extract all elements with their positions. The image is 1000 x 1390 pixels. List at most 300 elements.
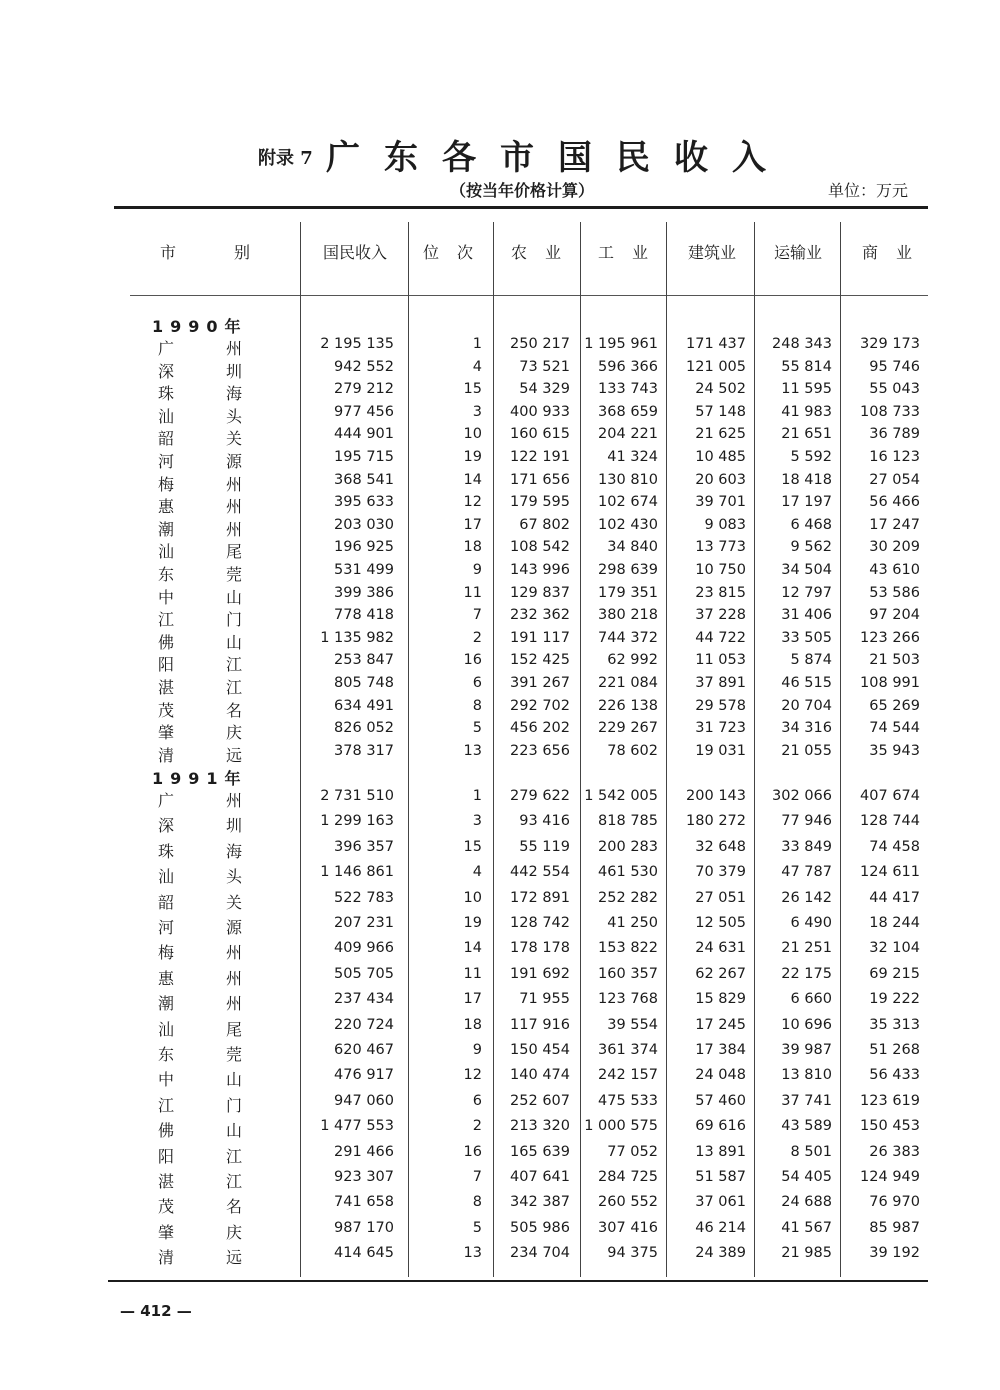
rank-cell: 19 (463, 449, 482, 465)
industry-cell: 179 351 (598, 584, 658, 601)
transport-cell: 26 142 (781, 889, 832, 906)
national-income-cell: 444 901 (334, 426, 394, 443)
transport-cell: 55 814 (781, 358, 832, 375)
table-row (0, 698, 1000, 720)
agriculture-cell: 129 837 (510, 584, 570, 601)
commerce-cell: 128 744 (860, 813, 920, 830)
city-name (158, 1017, 242, 1040)
agriculture-cell: 160 615 (510, 426, 570, 443)
national-income-cell: 396 357 (334, 838, 394, 855)
transport-cell: 13 810 (781, 1067, 832, 1084)
agriculture-cell: 165 639 (510, 1143, 570, 1160)
national-income-cell: 977 456 (334, 403, 394, 420)
city-char: 海 (225, 384, 242, 404)
table-row (0, 839, 1000, 861)
national-income-cell: 1 299 163 (320, 813, 394, 830)
city-char: 尾 (225, 1019, 242, 1039)
city-name (158, 517, 242, 540)
agriculture-cell: 342 387 (510, 1194, 570, 1211)
industry-cell: 380 218 (598, 607, 658, 624)
national-income-cell: 522 783 (334, 889, 394, 906)
table-row (0, 1118, 1000, 1140)
construction-cell: 69 616 (695, 1118, 746, 1135)
construction-cell: 27 051 (695, 889, 746, 906)
city-char: 深 (158, 816, 175, 836)
table-row (0, 494, 1000, 516)
city-char: 珠 (158, 384, 175, 404)
table-row (0, 449, 1000, 471)
commerce-cell: 123 619 (860, 1092, 920, 1109)
table-row (0, 426, 1000, 448)
agriculture-cell: 140 474 (510, 1067, 570, 1084)
city-char: 佛 (158, 632, 175, 652)
construction-cell: 57 148 (695, 403, 746, 420)
header-city-b: 别 (233, 243, 250, 262)
national-income-cell: 368 541 (334, 471, 394, 488)
city-char: 州 (225, 474, 242, 494)
industry-cell: 160 357 (598, 965, 658, 982)
industry-cell: 298 639 (598, 562, 658, 578)
national-income-cell: 414 645 (334, 1245, 394, 1262)
transport-cell: 22 175 (781, 965, 832, 982)
construction-cell: 31 723 (695, 720, 746, 737)
city-char: 关 (225, 892, 242, 912)
national-income-cell: 505 705 (334, 965, 394, 982)
national-income-cell: 2 731 510 (320, 788, 394, 804)
city-char: 湛 (158, 1172, 175, 1191)
city-char: 广 (158, 339, 175, 358)
rank-cell: 12 (463, 494, 482, 511)
agriculture-cell: 55 119 (519, 838, 570, 855)
transport-cell: 41 983 (781, 403, 832, 420)
transport-cell: 10 696 (781, 1016, 832, 1033)
industry-cell: 94 375 (607, 1245, 658, 1262)
commerce-cell: 85 987 (869, 1219, 920, 1236)
rank-cell: 19 (463, 915, 482, 931)
city-char: 州 (225, 791, 242, 810)
table-row (0, 652, 1000, 674)
industry-cell: 78 602 (607, 742, 658, 759)
agriculture-cell: 122 191 (510, 449, 570, 465)
agriculture-cell: 108 542 (510, 539, 570, 556)
city-char: 山 (225, 587, 242, 607)
industry-cell: 475 533 (598, 1092, 658, 1109)
city-name (158, 675, 242, 698)
transport-cell: 18 418 (781, 471, 832, 488)
transport-cell: 54 405 (781, 1169, 832, 1185)
rank-cell: 15 (463, 381, 482, 398)
city-char: 江 (225, 1172, 242, 1191)
table-row (0, 607, 1000, 629)
city-char: 源 (225, 452, 242, 471)
transport-cell: 12 797 (781, 584, 832, 601)
rank-cell: 8 (472, 1194, 482, 1211)
table-row (0, 1169, 1000, 1191)
city-char: 圳 (225, 361, 242, 381)
commerce-cell: 36 789 (869, 426, 920, 443)
industry-cell: 229 267 (598, 720, 658, 737)
commerce-cell: 53 586 (869, 584, 920, 601)
rank-cell: 6 (472, 675, 482, 691)
city-name (158, 940, 242, 963)
commerce-cell: 329 173 (860, 336, 920, 352)
transport-cell: 11 595 (781, 381, 832, 398)
city-name (158, 743, 242, 766)
construction-cell: 21 625 (695, 426, 746, 443)
city-char: 潮 (158, 519, 175, 539)
national-income-cell: 741 658 (334, 1194, 394, 1211)
commerce-cell: 76 970 (869, 1194, 920, 1211)
industry-cell: 242 157 (598, 1067, 658, 1084)
year-heading: 1991年 (152, 769, 248, 788)
city-char: 佛 (158, 1121, 175, 1141)
city-char: 惠 (158, 968, 175, 988)
city-name (158, 449, 242, 472)
rank-cell: 12 (463, 1067, 482, 1084)
table-row (0, 720, 1000, 742)
city-name (158, 864, 242, 887)
industry-cell: 204 221 (598, 426, 658, 443)
city-name (158, 630, 242, 653)
unit-label: 单位：万元 (828, 181, 909, 200)
rank-cell: 16 (463, 1143, 482, 1160)
transport-cell: 34 316 (781, 720, 832, 737)
construction-cell: 20 603 (695, 471, 746, 488)
city-name (158, 381, 242, 404)
city-char: 韶 (158, 892, 175, 912)
table-row (0, 630, 1000, 652)
rank-cell: 3 (472, 813, 482, 830)
transport-cell: 302 066 (772, 788, 832, 804)
commerce-cell: 35 313 (869, 1016, 920, 1033)
transport-cell: 6 660 (790, 991, 832, 1008)
national-income-cell: 476 917 (334, 1067, 394, 1084)
commerce-cell: 21 503 (869, 652, 920, 669)
table-row (0, 472, 1000, 494)
construction-cell: 180 272 (686, 813, 746, 830)
construction-cell: 32 648 (695, 838, 746, 855)
rank-cell: 9 (472, 562, 482, 578)
construction-cell: 17 384 (695, 1042, 746, 1058)
construction-cell: 10 485 (695, 449, 746, 465)
header-rank: 位次 (422, 243, 491, 262)
city-name (158, 494, 242, 517)
agriculture-cell: 234 704 (510, 1245, 570, 1262)
rank-cell: 11 (463, 584, 482, 601)
national-income-cell: 634 491 (334, 697, 394, 714)
city-char: 庆 (225, 723, 242, 743)
commerce-cell: 124 611 (860, 864, 920, 881)
table-row (0, 585, 1000, 607)
commerce-cell: 19 222 (869, 991, 920, 1008)
city-name (158, 404, 242, 427)
agriculture-cell: 456 202 (510, 720, 570, 737)
agriculture-cell: 505 986 (510, 1219, 570, 1236)
table-row (0, 359, 1000, 381)
table-row (0, 864, 1000, 886)
year-heading: 1990年 (152, 317, 248, 336)
table-row (0, 539, 1000, 561)
table-row (0, 1245, 1000, 1267)
header-agriculture: 农业 (510, 243, 579, 262)
industry-cell: 260 552 (598, 1194, 658, 1211)
rank-cell: 13 (463, 742, 482, 759)
city-char: 名 (225, 1197, 242, 1217)
construction-cell: 57 460 (695, 1092, 746, 1109)
transport-cell: 41 567 (781, 1219, 832, 1236)
agriculture-cell: 407 641 (510, 1169, 570, 1185)
city-name (158, 562, 242, 585)
city-name (158, 539, 242, 562)
commerce-cell: 150 453 (860, 1118, 920, 1135)
city-char: 汕 (158, 406, 175, 426)
city-name (158, 839, 242, 862)
transport-cell: 47 787 (781, 864, 832, 881)
city-char: 清 (158, 745, 175, 765)
transport-cell: 46 515 (781, 675, 832, 691)
city-char: 江 (225, 678, 242, 697)
rank-cell: 4 (472, 864, 482, 881)
commerce-cell: 95 746 (869, 358, 920, 375)
table-row (0, 1194, 1000, 1216)
rank-cell: 17 (463, 516, 482, 533)
rank-cell: 15 (463, 838, 482, 855)
construction-cell: 29 578 (695, 697, 746, 714)
transport-cell: 77 946 (781, 813, 832, 830)
city-name (158, 1144, 242, 1167)
city-name (158, 1245, 242, 1268)
city-name (158, 1042, 242, 1065)
city-name (158, 966, 242, 989)
table-bottom-rule (108, 1280, 928, 1282)
national-income-cell: 620 467 (334, 1042, 394, 1058)
table-row (0, 381, 1000, 403)
national-income-cell: 987 170 (334, 1219, 394, 1236)
construction-cell: 24 631 (695, 940, 746, 957)
construction-cell: 37 228 (695, 607, 746, 624)
city-name (158, 1118, 242, 1141)
city-name (158, 813, 242, 836)
table-row (0, 562, 1000, 584)
national-income-cell: 395 633 (334, 494, 394, 511)
city-name (158, 607, 242, 630)
rank-cell: 18 (463, 539, 482, 556)
transport-cell: 6 468 (790, 516, 832, 533)
agriculture-cell: 252 607 (510, 1092, 570, 1109)
table-row (0, 890, 1000, 912)
national-income-cell: 923 307 (334, 1169, 394, 1185)
table-row (0, 915, 1000, 937)
table-row (0, 743, 1000, 765)
agriculture-cell: 179 595 (510, 494, 570, 511)
commerce-cell: 407 674 (860, 788, 920, 804)
national-income-cell: 378 317 (334, 742, 394, 759)
title-text: 广东各市国民收入 (326, 138, 790, 178)
table-row (0, 1093, 1000, 1115)
rank-cell: 10 (463, 889, 482, 906)
city-name (158, 698, 242, 721)
city-char: 莞 (225, 565, 242, 584)
construction-cell: 19 031 (695, 742, 746, 759)
construction-cell: 23 815 (695, 584, 746, 601)
city-char: 珠 (158, 841, 175, 861)
industry-cell: 130 810 (598, 471, 658, 488)
city-char: 江 (225, 1146, 242, 1166)
rank-cell: 2 (472, 629, 482, 646)
construction-cell: 13 891 (695, 1143, 746, 1160)
agriculture-cell: 73 521 (519, 358, 570, 375)
city-char: 名 (225, 700, 242, 720)
national-income-cell: 805 748 (334, 675, 394, 691)
construction-cell: 9 083 (704, 516, 746, 533)
national-income-cell: 778 418 (334, 607, 394, 624)
header-city-a: 市 (160, 243, 177, 262)
city-char: 头 (225, 867, 242, 887)
header-transport: 运输业 (773, 243, 822, 262)
city-char: 源 (225, 918, 242, 937)
table-row (0, 336, 1000, 358)
rank-cell: 17 (463, 991, 482, 1008)
rank-cell: 5 (472, 1219, 482, 1236)
transport-cell: 20 704 (781, 697, 832, 714)
rank-cell: 10 (463, 426, 482, 443)
table-row (0, 991, 1000, 1013)
city-char: 茂 (158, 700, 175, 720)
city-char: 阳 (158, 1146, 175, 1166)
construction-cell: 70 379 (695, 864, 746, 881)
rank-cell: 6 (472, 1092, 482, 1109)
national-income-cell: 826 052 (334, 720, 394, 737)
industry-cell: 133 743 (598, 381, 658, 398)
city-name (158, 1194, 242, 1217)
agriculture-cell: 128 742 (510, 915, 570, 931)
city-char: 州 (225, 519, 242, 539)
commerce-cell: 26 383 (869, 1143, 920, 1160)
city-char: 汕 (158, 1019, 175, 1039)
national-income-cell: 531 499 (334, 562, 394, 578)
agriculture-cell: 67 802 (519, 516, 570, 533)
agriculture-cell: 150 454 (510, 1042, 570, 1058)
industry-cell: 744 372 (598, 629, 658, 646)
construction-cell: 121 005 (686, 358, 746, 375)
header-industry: 工业 (597, 243, 666, 262)
commerce-cell: 16 123 (869, 449, 920, 465)
agriculture-cell: 191 692 (510, 965, 570, 982)
construction-cell: 37 061 (695, 1194, 746, 1211)
industry-cell: 39 554 (607, 1016, 658, 1033)
national-income-cell: 947 060 (334, 1092, 394, 1109)
agriculture-cell: 279 622 (510, 788, 570, 804)
table-row (0, 1042, 1000, 1064)
city-char: 山 (225, 1070, 242, 1090)
transport-cell: 21 055 (781, 742, 832, 759)
agriculture-cell: 178 178 (510, 940, 570, 957)
city-char: 头 (225, 406, 242, 426)
city-char: 山 (225, 632, 242, 652)
industry-cell: 361 374 (598, 1042, 658, 1058)
city-char: 庆 (225, 1222, 242, 1242)
agriculture-cell: 250 217 (510, 336, 570, 352)
city-name (158, 720, 242, 743)
industry-cell: 1 542 005 (584, 788, 658, 804)
table-top-rule (114, 206, 928, 209)
city-name (158, 1169, 242, 1192)
construction-cell: 24 502 (695, 381, 746, 398)
rank-cell: 18 (463, 1016, 482, 1033)
city-char: 门 (225, 610, 242, 630)
industry-cell: 41 250 (607, 915, 658, 931)
city-char: 清 (158, 1248, 175, 1268)
city-char: 汕 (158, 542, 175, 562)
agriculture-cell: 191 117 (510, 629, 570, 646)
city-char: 广 (158, 791, 175, 810)
transport-cell: 21 985 (781, 1245, 832, 1262)
commerce-cell: 32 104 (869, 940, 920, 957)
table-row (0, 1067, 1000, 1089)
agriculture-cell: 93 416 (519, 813, 570, 830)
agriculture-cell: 71 955 (519, 991, 570, 1008)
table-header-rule (130, 295, 928, 296)
industry-cell: 226 138 (598, 697, 658, 714)
city-char: 州 (225, 943, 242, 963)
header-city (160, 240, 250, 263)
rank-cell: 3 (472, 403, 482, 420)
industry-cell: 1 195 961 (584, 336, 658, 352)
agriculture-cell: 232 362 (510, 607, 570, 624)
commerce-cell: 74 544 (869, 720, 920, 737)
table-row (0, 813, 1000, 835)
rank-cell: 14 (463, 471, 482, 488)
agriculture-cell: 223 656 (510, 742, 570, 759)
national-income-cell: 2 195 135 (320, 336, 394, 352)
city-char: 茂 (158, 1197, 175, 1217)
construction-cell: 51 587 (695, 1169, 746, 1185)
city-char: 州 (225, 339, 242, 358)
city-char: 尾 (225, 542, 242, 562)
industry-cell: 123 768 (598, 991, 658, 1008)
city-name (158, 1067, 242, 1090)
table-row (0, 404, 1000, 426)
commerce-cell: 43 610 (869, 562, 920, 578)
commerce-cell: 108 991 (860, 675, 920, 691)
city-name (158, 472, 242, 495)
industry-cell: 221 084 (598, 675, 658, 691)
agriculture-cell: 172 891 (510, 889, 570, 906)
page-title (0, 128, 1000, 178)
construction-cell: 44 722 (695, 629, 746, 646)
construction-cell: 24 048 (695, 1067, 746, 1084)
industry-cell: 461 530 (598, 864, 658, 881)
rank-cell: 9 (472, 1042, 482, 1058)
city-char: 中 (158, 587, 175, 607)
city-char: 河 (158, 918, 175, 937)
rank-cell: 7 (472, 607, 482, 624)
commerce-cell: 18 244 (869, 915, 920, 931)
transport-cell: 21 651 (781, 426, 832, 443)
industry-cell: 62 992 (607, 652, 658, 669)
city-name (158, 1220, 242, 1243)
city-char: 潮 (158, 994, 175, 1014)
national-income-cell: 220 724 (334, 1016, 394, 1033)
header-national-income: 国民收入 (322, 243, 387, 262)
agriculture-cell: 391 267 (510, 675, 570, 691)
table-row (0, 1017, 1000, 1039)
city-char: 梅 (158, 943, 175, 963)
construction-cell: 39 701 (695, 494, 746, 511)
national-income-cell: 207 231 (334, 915, 394, 931)
city-char: 山 (225, 1121, 242, 1141)
industry-cell: 368 659 (598, 403, 658, 420)
